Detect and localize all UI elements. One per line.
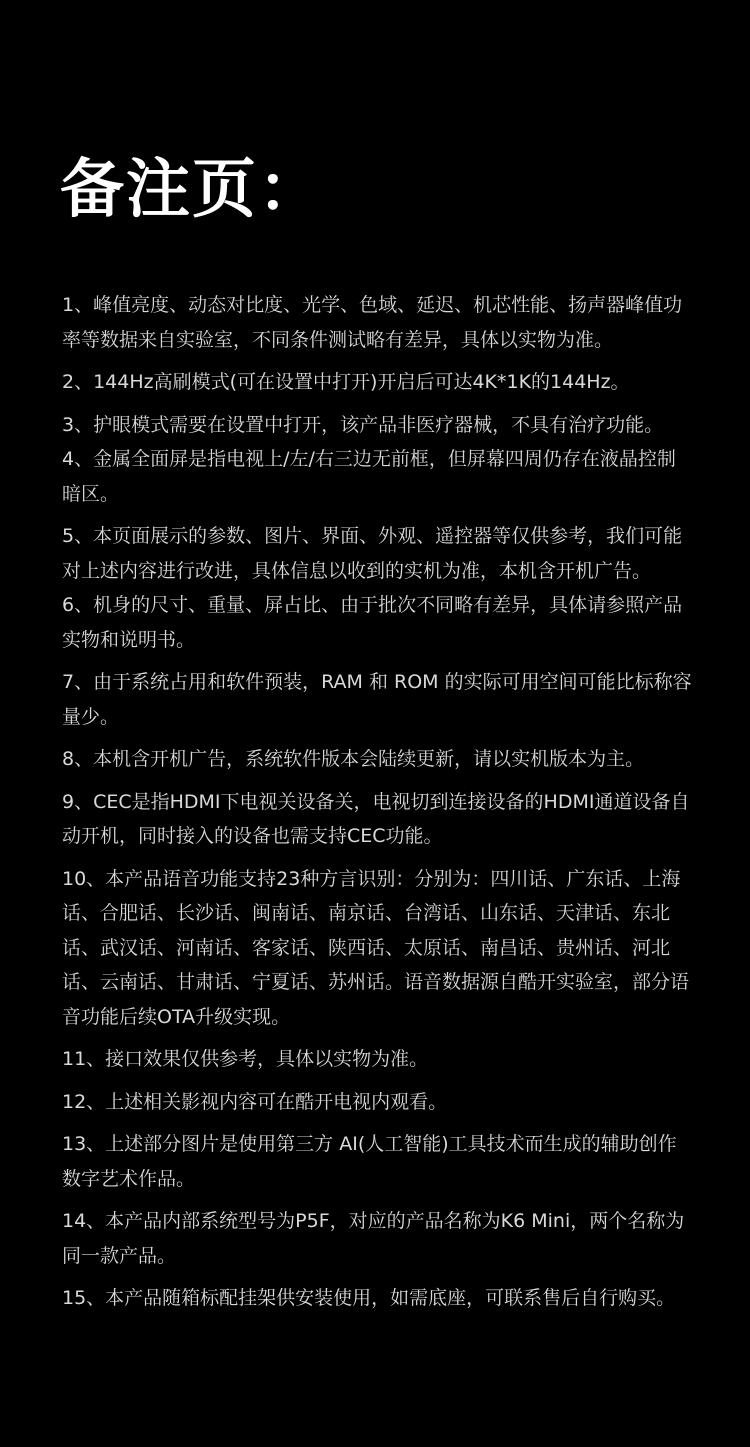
- note-item-1: 1、峰值亮度、动态对比度、光学、色域、延迟、机芯性能、扬声器峰值功率等数据来自实验室，不同条件测试略有差异，具体以实物为准。: [62, 294, 683, 351]
- note-item-5: 5、本页面展示的参数、图片、界面、外观、遥控器等仅供参考，我们可能对上述内容进行改进，具体信息以收到的实机为准，本机含开机广告。: [62, 525, 683, 582]
- notes-list: [62, 288, 692, 1324]
- note-item-12: 12、上述相关影视内容可在酷开电视内观看。: [62, 1090, 448, 1113]
- note-item-3: 3、护眼模式需要在设置中打开，该产品非医疗器械，不具有治疗功能。: [62, 413, 664, 436]
- note-item-6: 6、机身的尺寸、重量、屏占比、由于批次不同略有差异，具体请参照产品实物和说明书。: [62, 594, 683, 651]
- note-item-8: 8、本机含开机广告，系统软件版本会陆续更新，请以实机版本为主。: [62, 748, 645, 770]
- note-item-14: 14、本产品内部系统型号为P5F，对应的产品名称为K6 Mini，两个名称为同一款产品。: [62, 1210, 685, 1267]
- note-item-15: 15、本产品随箱标配挂架供安装使用，如需底座，可联系售后自行购买。: [62, 1287, 676, 1309]
- note-item-7: 7、由于系统占用和软件预装，RAM 和 ROM 的实际可用空间可能比标称容量少。: [62, 671, 692, 728]
- note-item-11: 11、接口效果仅供参考，具体以实物为准。: [62, 1048, 429, 1070]
- note-item-4: 4、金属全面屏是指电视上/左/右三边无前框，但屏幕四周仍存在液晶控制暗区。: [62, 448, 676, 505]
- note-item-13: 13、上述部分图片是使用第三方 AI(人工智能)工具技术而生成的辅助创作数字艺术作品。: [62, 1133, 677, 1190]
- page-title: 备注页：: [60, 153, 324, 227]
- note-item-10: 10、本产品语音功能支持23种方言识别：分别为：四川话、广东话、上海话、合肥话、长沙话、闽南话、南京话、台湾话、山东话、天津话、东北话、武汉话、河南话、客家话、陕西话、太原话、南昌话、贵州话、河北话、云南话、甘肃话、宁夏话、苏州话。语音数据源自酷开实验室，部分语音功能后续OTA升级实现。: [62, 867, 690, 1028]
- note-item-2: 2、144Hz高刷模式(可在设置中打开)开启后可达4K*1K的144Hz。: [62, 371, 630, 393]
- note-item-9: 9、CEC是指HDMI下电视关设备关，电视切到连接设备的HDMI通道设备自动开机，同时接入的设备也需支持CEC功能。: [62, 790, 690, 847]
